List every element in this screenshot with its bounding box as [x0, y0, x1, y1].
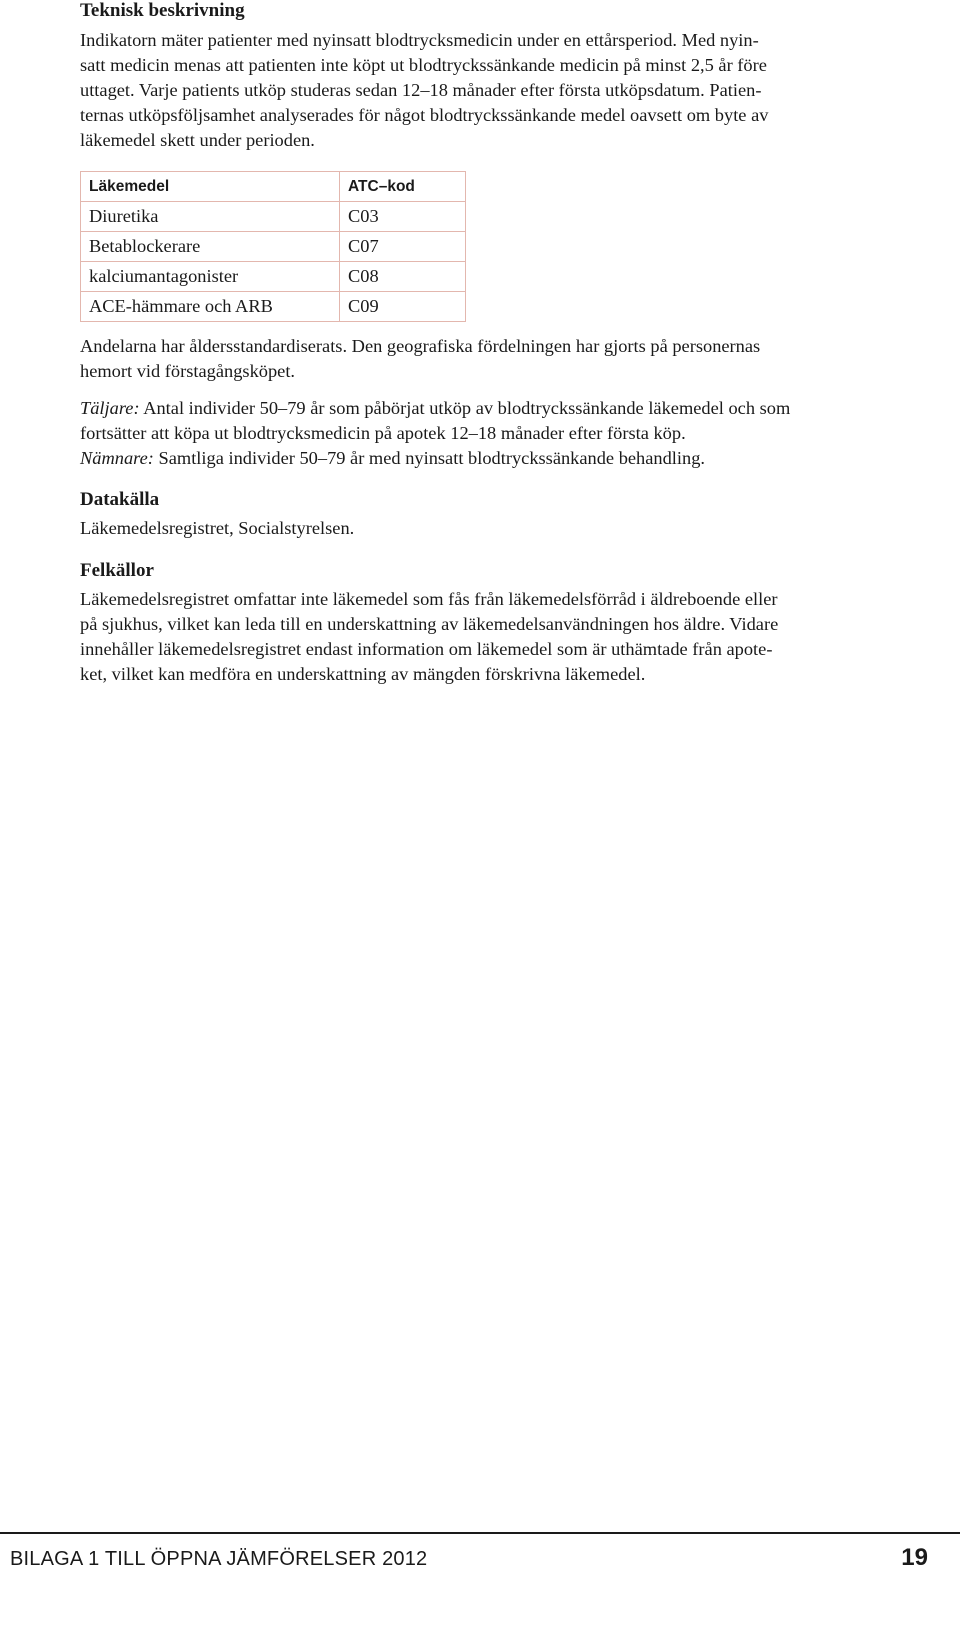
errors-line: ket, vilket kan medföra en underskattning av mängden förskrivna läkemedel. [80, 664, 646, 684]
atc-cell: C03 [340, 202, 466, 232]
errors-line: innehåller läkemedelsregistret endast information om läkemedel som är uthämtade från apote- [80, 639, 773, 659]
standardization-paragraph [80, 334, 940, 384]
page-number: 19 [901, 1544, 928, 1571]
errors-paragraph [80, 587, 940, 687]
drug-cell: Betablockerare [81, 232, 340, 262]
technical-line: uttaget. Varje patients utköp studeras sedan 12–18 månader efter första utköpsdatum. Patien- [80, 80, 762, 100]
denominator-label: Nämnare: [80, 448, 154, 468]
datasource-text: Läkemedelsregistret, Socialstyrelsen. [80, 518, 355, 538]
atc-cell: C09 [340, 292, 466, 322]
standardization-line: hemort vid förstagångsköpet. [80, 361, 296, 381]
technical-paragraph [80, 28, 940, 153]
column-header-drug: Läkemedel [81, 172, 340, 202]
column-header-atc: ATC–kod [340, 172, 466, 202]
drug-cell: kalciumantagonister [81, 262, 340, 292]
table-row [81, 232, 466, 262]
definition-paragraph [80, 396, 940, 471]
errors-heading: Felkällor [80, 560, 154, 581]
technical-heading: Teknisk beskrivning [80, 0, 245, 21]
drug-cell: ACE-hämmare och ARB [81, 292, 340, 322]
footer-title: BILAGA 1 TILL ÖPPNA JÄMFÖRELSER 2012 [10, 1548, 428, 1570]
technical-line: läkemedel skett under perioden. [80, 130, 315, 150]
atc-code-table [80, 171, 466, 322]
table-row [81, 202, 466, 232]
standardization-line: Andelarna har åldersstandardiserats. Den geografiska fördelningen har gjorts på personernas [80, 336, 761, 356]
page-content [80, 0, 940, 687]
errors-line: Läkemedelsregistret omfattar inte läkemedel som fås från läkemedelsförråd i äldreboende eller [80, 589, 778, 609]
errors-line: på sjukhus, vilket kan leda till en underskattning av läkemedelsanvändningen hos äldre. Vidare [80, 614, 779, 634]
table-row [81, 292, 466, 322]
numerator-line-2: fortsätter att köpa ut blodtrycksmedicin på apotek 12–18 månader efter första köp. [80, 423, 686, 443]
denominator-line [80, 446, 940, 471]
atc-cell: C07 [340, 232, 466, 262]
footer-divider [0, 1532, 960, 1534]
drug-cell: Diuretika [81, 202, 340, 232]
technical-line: ternas utköpsföljsamhet analyserades för något blodtryckssänkande medel oavsett om byte av [80, 105, 769, 125]
table-header-row [81, 172, 466, 202]
table-row [81, 262, 466, 292]
numerator-text: Antal individer 50–79 år som påbörjat utköp av blodtryckssänkande läkemedel och som [139, 398, 791, 418]
technical-line: satt medicin menas att patienten inte köpt ut blodtryckssänkande medicin på minst 2,5 år före [80, 55, 767, 75]
datasource-heading: Datakälla [80, 489, 160, 510]
numerator-label: Täljare: [80, 398, 140, 418]
denominator-text: Samtliga individer 50–79 år med nyinsatt blodtryckssänkande behandling. [153, 448, 706, 468]
numerator-line [80, 396, 940, 421]
technical-line: Indikatorn mäter patienter med nyinsatt blodtrycksmedicin under en ettårsperiod. Med nyin- [80, 30, 759, 50]
atc-cell: C08 [340, 262, 466, 292]
